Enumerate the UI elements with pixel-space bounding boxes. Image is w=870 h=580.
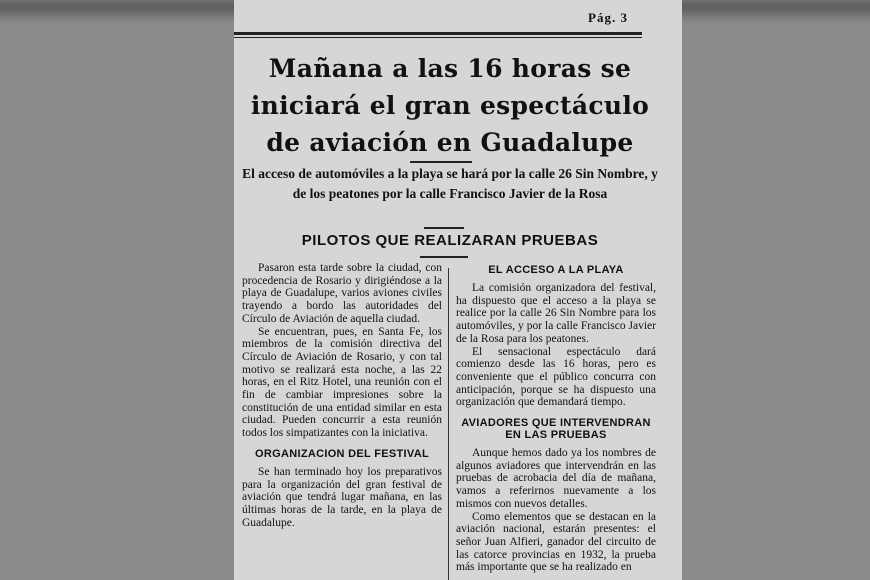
right-paragraph-3: Aunque hemos dado ya los nombres de algunos aviadores que intervendrán en las pruebas de acrobacia del día de mañana, vamos a referirnos nuevamente a los mismos con nuevos detalles. — [456, 447, 656, 510]
left-paragraph-1: Pasaron esta tarde sobre la ciudad, con procedencia de Rosario y dirigiéndose a la playa de Guadalupe, varios aviones civiles trayendo a bordo las autoridades del Círculo de Aviación de aquella ciudad. — [242, 262, 442, 325]
subdeck: El acceso de automóviles a la playa se hará por la calle 26 Sin Nombre, y de los peatones por la calle Francisco Javier de la Rosa — [242, 166, 658, 201]
column-divider — [448, 268, 449, 580]
page-number: Pág. 3 — [588, 10, 628, 25]
headline: Mañana a las 16 horas se iniciará el gran espectáculo de aviación en Guadalupe — [250, 54, 650, 157]
top-rule — [234, 32, 642, 35]
section-heading: PILOTOS QUE REALIZARAN PRUEBAS — [301, 232, 599, 249]
left-paragraph-2: Se encuentran, pues, en Santa Fe, los miembros de la comisión directiva del Círculo de Aviación de Rosario, y con tal motivo se realizará esta noche, a las 22 horas, en el Ritz Hotel, una reunión con el fin de cambiar impresiones sobre la constitución de una entidad similar en esta ciudad. Pueden concurrir a esta reunión todos los simpatizantes con la iniciativa. — [242, 325, 442, 440]
section-divider — [420, 256, 468, 258]
left-paragraph-3: Se han terminado hoy los preparativos para la organización del gran festival de aviación que tendrá lugar mañana, en las últimas horas de la tarde, en la playa de Guadalupe. — [242, 465, 442, 529]
article-left-column — [242, 262, 442, 529]
right-paragraph-4: Como elementos que se destacan en la aviación nacional, estarán presentes: el señor Juan Alfieri, ganador del circuito de las catorce provincias en 1932, la prueba más importante que se ha realizado en — [456, 510, 656, 574]
blurred-background-left — [0, 0, 234, 580]
left-subheading: ORGANIZACION DEL FESTIVAL — [255, 447, 429, 460]
subdeck-divider — [424, 227, 464, 229]
newspaper-clipping — [234, 0, 682, 580]
top-rule-thin — [234, 37, 642, 38]
article-right-column — [456, 262, 656, 574]
right-paragraph-2: El sensacional espectáculo dará comienzo desde las 16 horas, pero es conveniente que el público concurra con anticipación, porque se ha dispuesto una organización que demandará tiempo. — [456, 345, 656, 409]
right-subheading-aviators: AVIADORES QUE INTERVENDRAN EN LAS PRUEBAS — [461, 417, 651, 442]
blurred-background-right — [682, 0, 870, 580]
right-subheading-access: EL ACCESO A LA PLAYA — [488, 264, 624, 276]
right-paragraph-1: La comisión organizadora del festival, ha dispuesto que el acceso a la playa se realice por la calle 26 Sin Nombre para los automóviles, y por la calle Francisco Javier de la Rosa para los peatones. — [456, 282, 656, 345]
headline-divider — [410, 161, 472, 163]
